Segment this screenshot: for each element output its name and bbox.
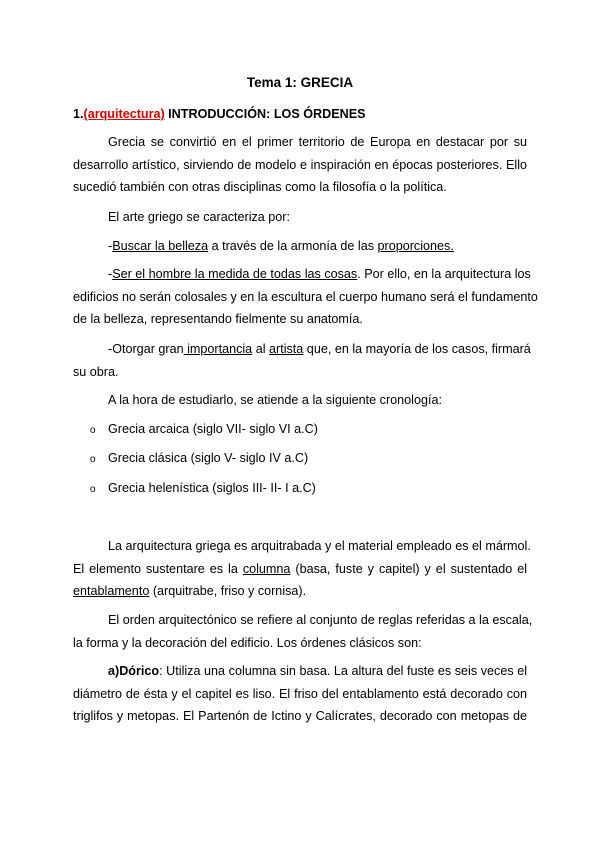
underlined-text: proporciones. xyxy=(377,239,454,253)
text-span: : Utiliza una columna sin basa. La altura del fuste es seis veces el xyxy=(159,664,527,678)
text-span: -Otorgar gran xyxy=(108,342,184,356)
paragraph-line: la forma y la decoración del edificio. Los órdenes clásicos son: xyxy=(73,635,422,650)
paragraph-cronologia xyxy=(73,389,527,412)
text-span: . Por ello, en la arquitectura los xyxy=(357,267,531,281)
paragraph-line: diámetro de ésta y el capitel es liso. El friso del entablamento está decorado con xyxy=(73,686,527,701)
paragraph-line: triglifos y metopas. El Partenón de Ictino y Calícrates, decorado con metopas de xyxy=(73,709,527,723)
paragraph-line: edificios no serán colosales y en la escultura el cuerpo humano será el fundamento xyxy=(73,289,538,304)
paragraph-line: La arquitectura griega es arquitrabada y el material empleado es el mármol. xyxy=(108,539,531,553)
text-span: El elemento sustentare es la xyxy=(73,561,243,576)
heading-text: INTRODUCCIÓN: LOS ÓRDENES xyxy=(164,107,366,121)
bold-term: a)Dórico xyxy=(108,664,160,678)
bullet-icon: o xyxy=(90,425,96,436)
heading-red-label: (arquitectura) xyxy=(83,107,165,121)
section-heading xyxy=(73,103,527,126)
text-span: a través de la armonía de las xyxy=(208,239,378,253)
list-item xyxy=(90,477,316,500)
heading-number: 1. xyxy=(73,107,84,121)
list-item xyxy=(90,418,318,441)
paragraph-intro xyxy=(73,131,527,199)
text-span: al xyxy=(252,342,270,356)
text-span: - xyxy=(108,267,113,281)
document-title: Tema 1: GRECIA xyxy=(246,75,354,90)
paragraph-line: A la hora de estudiarlo, se atiende a la siguiente cronología: xyxy=(108,393,442,407)
text-span: - xyxy=(108,239,113,253)
underlined-text: Buscar la belleza xyxy=(112,239,209,253)
text-span: que, en la mayoría de los casos, firmará xyxy=(303,342,531,356)
paragraph-arquitectura xyxy=(73,535,531,603)
paragraph-artista xyxy=(73,338,531,383)
paragraph-line: Grecia se convirtió en el primer territorio de Europa en destacar por su xyxy=(108,135,527,149)
bullet-icon: o xyxy=(90,454,96,465)
underlined-text: importancia xyxy=(183,342,253,356)
paragraph-hombre xyxy=(73,263,538,331)
paragraph-line: de la belleza, representando fielmente su anatomía. xyxy=(73,312,363,326)
paragraph-dorico xyxy=(73,660,527,728)
paragraph-line: sucedió también con otras disciplinas como la filosofía o la política. xyxy=(73,180,447,194)
list-item-text: Grecia clásica (siglo V- siglo IV a.C) xyxy=(108,451,309,465)
underlined-text: entablamento xyxy=(73,584,150,598)
text-span: (arquitrabe, friso y cornisa). xyxy=(149,584,307,598)
list-item-text: Grecia helenística (siglos III- II- I a.C) xyxy=(108,481,316,495)
list-item xyxy=(90,447,308,470)
list-item-text: Grecia arcaica (siglo VII- siglo VI a.C) xyxy=(108,422,318,436)
paragraph-line: su obra. xyxy=(73,364,119,379)
bullet-icon: o xyxy=(90,484,96,495)
underlined-text: Ser el hombre la medida de todas las cosas xyxy=(112,267,358,281)
paragraph-belleza xyxy=(73,235,527,258)
paragraph-line: desarrollo artístico, sirviendo de modelo e inspiración en épocas posteriores. Ello xyxy=(73,157,527,172)
underlined-text: columna xyxy=(242,561,291,576)
paragraph-line: El arte griego se caracteriza por: xyxy=(108,210,290,224)
paragraph-caracteriza xyxy=(73,206,527,229)
text-span: (basa, fuste y capitel) y el sustentado el xyxy=(290,561,527,576)
paragraph-orden xyxy=(73,609,533,654)
underlined-text: artista xyxy=(269,342,304,356)
paragraph-line: El orden arquitectónico se refiere al conjunto de reglas referidas a la escala, xyxy=(108,613,533,627)
